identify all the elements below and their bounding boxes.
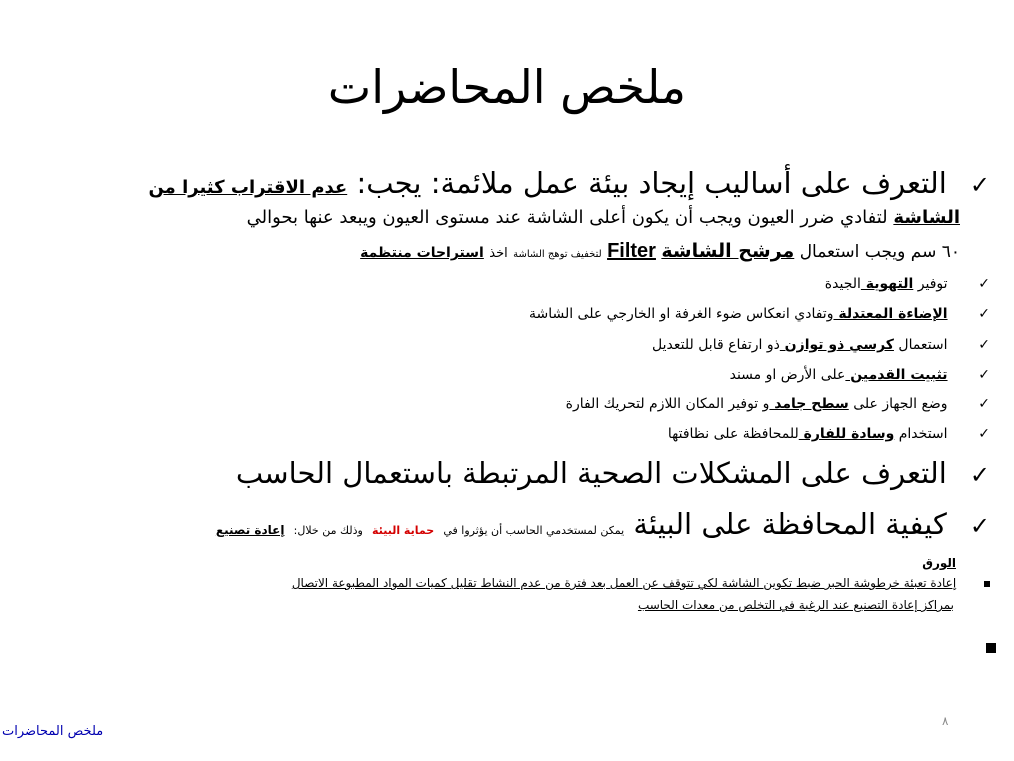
bullet-environment-line2 xyxy=(247,207,960,228)
line3-small: لتخفيف توهج الشاشة xyxy=(513,249,602,260)
subitem-surface xyxy=(566,396,990,412)
square-bullet-icon xyxy=(984,581,990,587)
subitem-emph: التهوية xyxy=(860,276,914,292)
bullet-environment-protection xyxy=(216,507,990,541)
subitem-post: وتفادي انعكاس ضوء الغرفة او الخارجي على الشاشة xyxy=(528,306,834,322)
subitem-emph: وسادة للفارة xyxy=(798,426,895,442)
subitem-emph: سطح جامد xyxy=(769,396,849,412)
subitem-emph: كرسي ذو توازن xyxy=(779,337,894,353)
footer-text: ملخص المحاضرات xyxy=(2,724,104,739)
line2-emph: الشاشة xyxy=(893,207,960,228)
bullet-environment-text: التعرف على أساليب إيجاد بيئة عمل ملائمة: يجب: xyxy=(356,166,947,200)
bullet-health-text: التعرف على المشكلات الصحية المرتبطة باستعمال الحاسب xyxy=(235,456,947,490)
subitem-emph: تثبيت القدمين xyxy=(845,367,948,383)
page-title: ملخص المحاضرات xyxy=(327,60,687,114)
subitem-post: و توفير المكان اللازم لتحريك الفارة xyxy=(565,396,770,412)
subitem-chair xyxy=(652,337,990,353)
check-icon: ✓ xyxy=(969,461,990,489)
check-icon: ✓ xyxy=(978,306,990,322)
bullet-environment-emph: عدم الاقتراب كثيرا من xyxy=(148,177,348,198)
subitem-pre: استعمال xyxy=(893,337,948,353)
bullet-protection-small-post: وذلك من خلال: xyxy=(293,524,363,537)
square-item-line2: بمراكز إعادة التصنيع عند الرغبة في التخلص من معدات الحاسب xyxy=(637,598,954,612)
bullet-protection-emph: إعادة تصنيع xyxy=(215,523,285,537)
check-icon: ✓ xyxy=(978,426,990,442)
subitem-ventilation xyxy=(825,276,990,292)
check-icon: ✓ xyxy=(978,367,990,383)
subitem-lighting xyxy=(529,306,990,322)
bullet-environment xyxy=(148,166,990,200)
subitem-post: ذو ارتفاع قابل للتعديل xyxy=(652,337,780,353)
check-icon: ✓ xyxy=(978,396,990,412)
page-number: ٨ xyxy=(942,714,949,728)
line2-text: لتفادي ضرر العيون ويجب أن يكون أعلى الشاشة عند مستوى العيون ويبعد عنها بحوالي xyxy=(246,207,888,228)
line3-take: اخذ xyxy=(489,246,508,261)
subitem-pre: توفير xyxy=(913,276,948,292)
check-icon: ✓ xyxy=(969,512,990,540)
line3-text: ٦٠ سم ويجب استعمال xyxy=(799,242,960,262)
subitem-post: على الأرض او مسند xyxy=(729,367,846,383)
line3-emph: مرشح الشاشة xyxy=(661,240,795,262)
subitem-post: للمحافظة على نظافتها xyxy=(667,426,799,442)
subitem-mousepad xyxy=(668,426,990,442)
square-item-line1: إعادة تعبئة خرطوشة الحبر ضبط تكوين الشاشة لكي تتوقف عن العمل بعد فترة من عدم النشاط تقليل كميات المواد المطبوعة الاتصال xyxy=(291,576,957,590)
subitem-post: الجيدة xyxy=(824,276,861,292)
line3-rest: استراحات منتظمة xyxy=(360,245,484,261)
subitem-feet xyxy=(730,367,990,383)
bullet-protection-cont: الورق xyxy=(922,556,956,570)
check-icon: ✓ xyxy=(969,171,990,199)
bullet-protection-small-pre: يمكن لمستخدمي الحاسب أن يؤثروا في xyxy=(443,524,625,537)
empty-square-bullet-icon xyxy=(986,643,996,653)
check-icon: ✓ xyxy=(978,337,990,353)
square-item xyxy=(292,576,990,590)
bullet-protection-red: حماية البيئة xyxy=(372,524,435,537)
bullet-protection-text: كيفية المحافظة على البيئة xyxy=(633,507,947,541)
subitem-pre: استخدام xyxy=(894,426,948,442)
bullet-environment-line3 xyxy=(360,240,960,263)
check-icon: ✓ xyxy=(978,276,990,292)
filter-word: Filter xyxy=(607,240,656,262)
subitem-emph: الإضاءة المعتدلة xyxy=(833,306,948,322)
subitem-pre: وضع الجهاز على xyxy=(848,396,948,412)
bullet-health xyxy=(236,456,990,490)
